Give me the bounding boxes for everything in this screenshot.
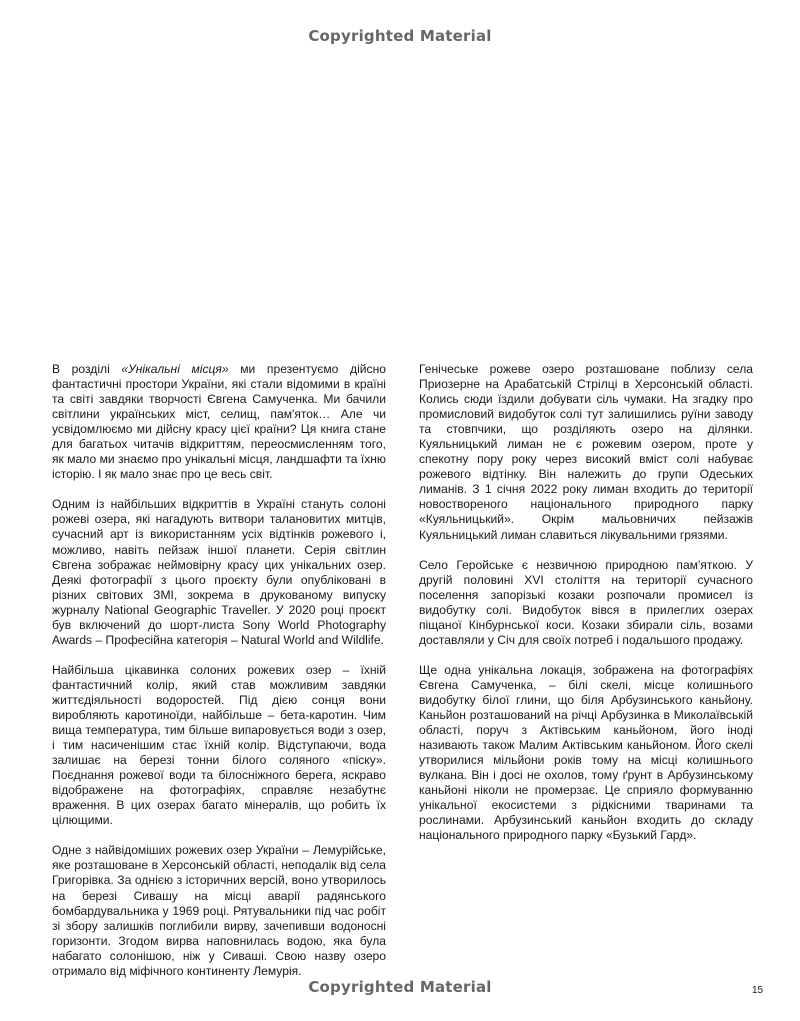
- paragraph-intro: [52, 362, 386, 482]
- page-number: 15: [752, 985, 764, 996]
- paragraph-intro-rest: ми презентуємо дійсно фантастичні простори України, які стали відомими в країні та світі завдяки творчості Євгена Самученка. Ми бачили світлини українських міст, селищ, пам'яток… Але чи усвідомлюємо ми дійсну красу цієї країни? Ця книга стане для багатьох читачів відкриттям, переосмисленням того, як мало ми знаємо про унікальні місця, ландшафти та їхню історію. І як мало знає про це весь світ.: [52, 362, 386, 482]
- paragraph-intro-lead: В розділі: [52, 362, 122, 376]
- text-column-left: [52, 362, 386, 994]
- section-title-emphasis: «Унікальні місця»: [121, 362, 229, 376]
- paragraph-henichesk-lake: Генічеське рожеве озеро розташоване поблизу села Приозерне на Арабатській Стрілці в Херсонській області. Колись сюди їздили добувати сіль чумаки. На згадку про промисловий видобуток солі тут залишились руїни заводу та стовпчики, що розділяють озеро на ділянки. Куяльницький лиман не є рожевим озером, проте у спекотну пору року через високий вміст солі набуває рожевого відтінку. Він належить до групи Одеських лиманів. З 1 січня 2022 року лиман входить до території новоствореного національного природного парку «Куяльницький». Окрім мальовничих пейзажів Куяльницький лиман славиться лікувальними грязями.: [419, 362, 753, 542]
- paragraph-lemuria-lake: Одне з найвідоміших рожевих озер України – Лемурійське, яке розташоване в Херсонській області, неподалік від села Григорівка. За однією з історичних версій, воно утворилось на березі Сивашу на місці аварії радянського бомбардувальника у 1969 році. Рятувальники під час робіт зі збору залишків поглибили вирву, зачепивши водоносні горизонти. Згодом вирва наповнилась водою, яка була набагато солонішою, ніж у Сиваші. Свою назву озеро отримало від міфічного континенту Лемурія.: [52, 843, 386, 978]
- copyright-watermark-bottom: Copyrighted Material: [308, 978, 492, 996]
- text-column-right: [419, 362, 753, 858]
- paragraph-heroiske-village: Село Геройське є незвичною природною пам'яткою. У другій половині XVI століття на території сучасного поселення запорізькі козаки розпочали промисел із видобутку солі. Видобуток вівся в прилеглих озерах піщаної Кінбурнської коси. Козаки збирали сіль, возами доставляли у Січ для своїх потреб і подальшого продажу.: [419, 557, 753, 647]
- paragraph-lake-color: Найбільша цікавинка солоних рожевих озер – їхній фантастичний колір, який став можливим завдяки життєдіяльності водоростей. Під дією сонця вони виробляють каротиноїди, найбільше – бета-каротин. Чим вища температура, тим більше випаровується води з озер, і тим насиченішим стає їхній колір. Відступаючи, вода залишає на березі тонни білого соляного «піску». Поєднання рожевої води та білосніжного берега, яскраво відображене на фотографіях, справляє незабутнє враження. В цих озерах багато мінералів, що робить їх цілющими.: [52, 662, 386, 828]
- paragraph-arbuzynka-canyon: Ще одна унікальна локація, зображена на фотографіях Євгена Самученка, – білі скелі, місце колишнього видобутку білої глини, що біля Арбузинського каньйону. Каньйон розташований на річці Арбузинка в Миколаївській області, поруч з Актівським каньйоном, його іноді називають також Малим Актівським каньйоном. Його скелі утворилися мільйони років тому на місці колишнього вулкана. Він і досі не охолов, тому ґрунт в Арбузинському каньйоні ніколи не промерзає. Це сприяло формуванню унікальної екосистеми з рідкісними тваринами та рослинами. Арбузинський каньйон входить до складу національного природного парку «Бузький Гард».: [419, 662, 753, 843]
- paragraph-pink-lakes: Одним із найбільших відкриттів в Україні стануть солоні рожеві озера, які нагадують витвори талановитих митців, сучасний арт із використанням усіх відтінків рожевого і, можливо, навіть пейзаж іншої планети. Серія світлин Євгена зображає неймовірну красу цих унікальних озер. Деякі фотографії з цього проєкту були опубліковані в різних світових ЗМІ, зокрема в друкованому випуску журналу National Geographic Traveller. У 2020 році проєкт був включений до шорт-листа Sony World Photography Awards – Професійна категорія – Natural World and Wildlife.: [52, 497, 386, 647]
- copyright-watermark-top: Copyrighted Material: [308, 27, 492, 45]
